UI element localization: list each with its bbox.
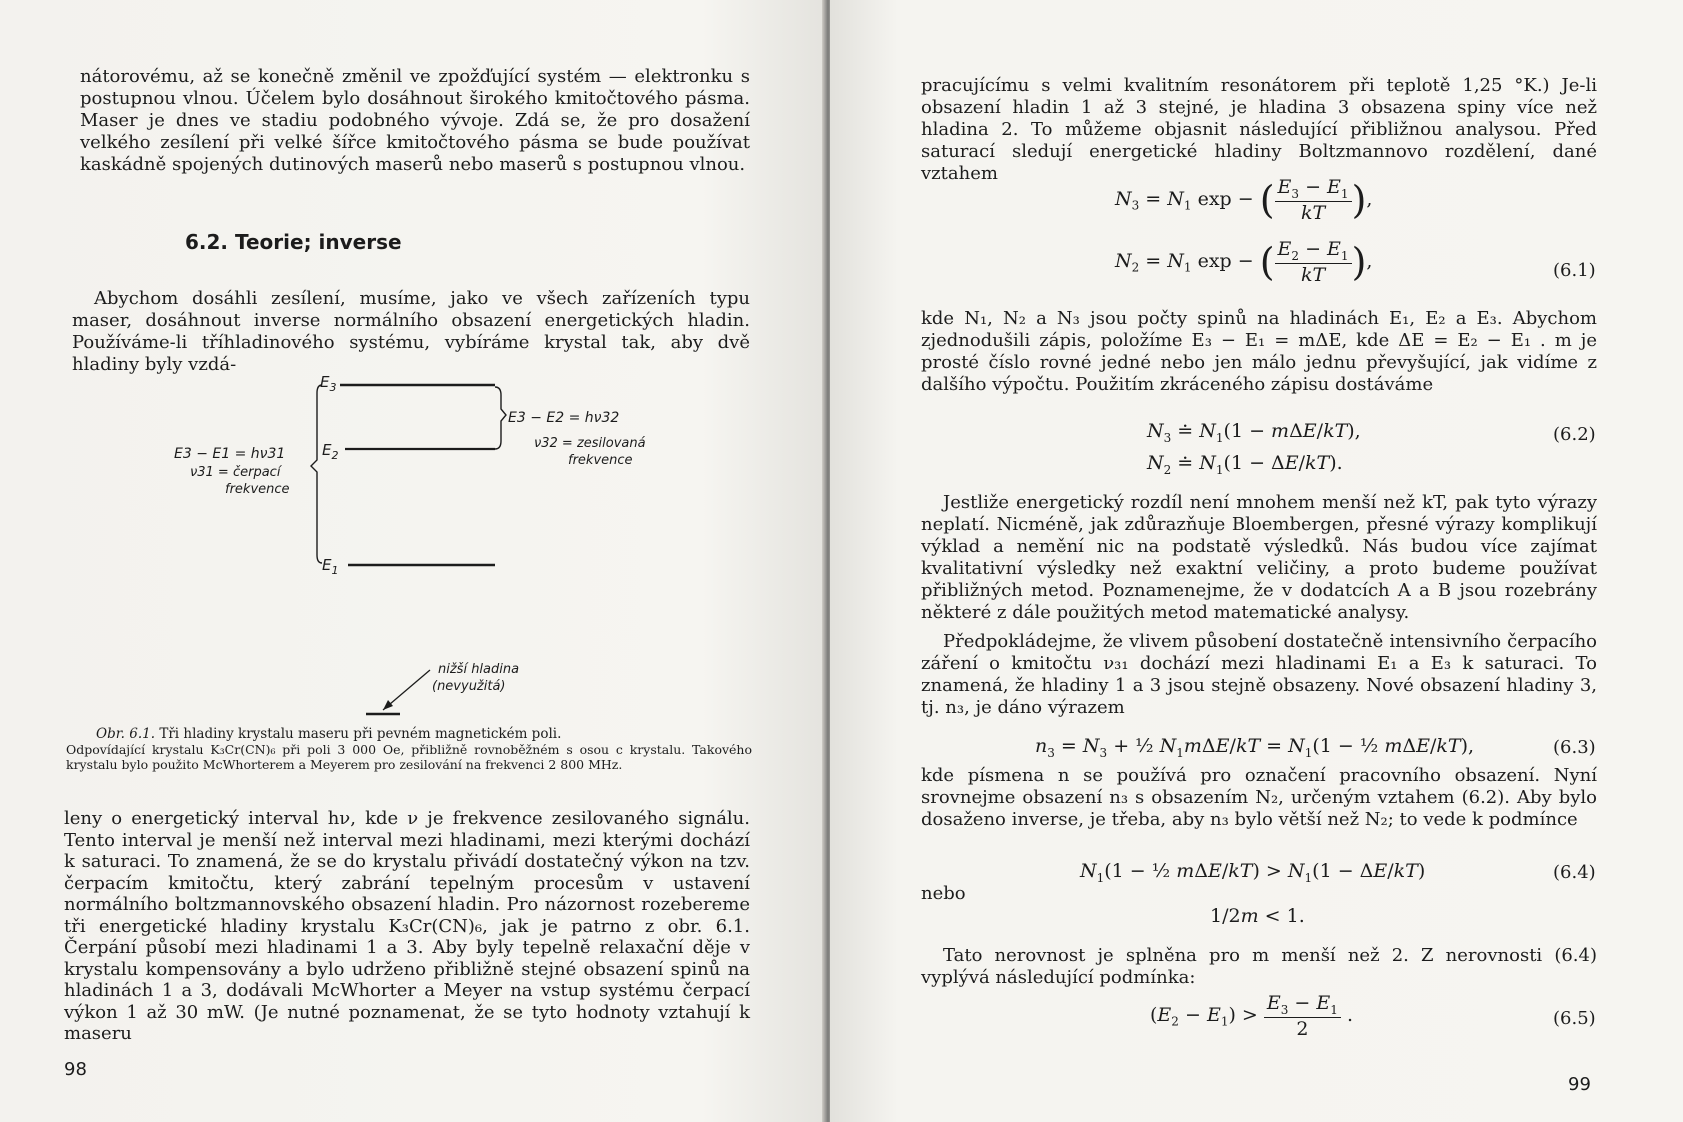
right-nu-label: ν32 = zesilovaná — [534, 436, 646, 451]
level-e2-label: $E_2$ — [322, 441, 339, 462]
equation-6-2b: $N_2$ ≐ $N_1(1 - \Delta E/kT)$. — [1147, 452, 1343, 477]
equation-number-6-2: (6.2) — [1553, 424, 1596, 445]
right-paragraph-3: Jestliže energetický rozdíl není mnohem menší než kT, pak tyto výrazy neplatí. Nicméně, jak zdůrazňuje Bloembergen, přesné výrazy komplikují výklad a nemění nic na podstatě výsledků. Nás budou více zajímat kvalitativní výsledky než exaktní veličiny, a proto budeme používat přibližných metod. Poznamenejme, že v dodatcích A a B jsou rozebrány některé z dále použitých metod matematické analysy. — [921, 492, 1597, 623]
nebo-label: nebo — [921, 883, 966, 904]
left-nu-label: ν31 = čerpací — [190, 465, 281, 480]
energy-level-diagram — [170, 365, 690, 725]
right-paragraph-4: Předpokládejme, že vlivem působení dostatečně intensivního čerpacího záření o kmitočtu ν₃₁ dochází mezi hladinami E₁ a E₃ k saturaci. To znamená, že hladiny 1 a 3 jsou stejně obsazeny. Nové obsazení hladiny 3, tj. n₃, je dáno výrazem — [921, 631, 1597, 718]
page-number-left: 98 — [64, 1059, 87, 1080]
left-nu-label-2: frekvence — [225, 482, 290, 497]
left-intro-paragraph: Abychom dosáhli zesílení, musíme, jako ve všech zařízeních typu maser, dosáhnout inverse normálního obsazení energetických hladin. Používáme-li tříhladinového systému, vybíráme krystal tak, aby dvě hladiny byly vzdá- — [72, 288, 750, 375]
caption-lead: Obr. 6.1. — [96, 726, 156, 742]
arrow-head — [383, 700, 393, 710]
equation-6-3: $n_3 = N_3$ + ½ $N_1m\Delta E/kT = N_1(1$ − ½ mΔE/kT), — [1035, 735, 1475, 760]
lower-level-note-1: nižší hladina — [438, 662, 520, 677]
level-e3-label: $E_3$ — [320, 373, 337, 394]
level-e1-label: $E_1$ — [322, 556, 339, 577]
equation-number-6-5: (6.5) — [1553, 1008, 1596, 1029]
right-paragraph-1: pracujícímu s velmi kvalitním resonátorem při teplotě 1,25 °K.) Je-li obsazení hladin 1 až 3 stejné, je hladina 3 obsazena spiny více než hladina 2. To můžeme objasnit následující přibližnou analysou. Před saturací sledují energetické hladiny Boltzmannovo rozdělení, dané vztahem — [921, 75, 1597, 184]
right-formula: E3 − E2 = hν32 — [508, 410, 620, 426]
figure-caption: Obr. 6.1. Tři hladiny krystalu maseru při pevném magnetickém poli. Odpovídající krystalu K₃Cr(CN)₆ při poli 3 000 Oe, přibližně rovnoběžném s osou c krystalu. Takového krystalu bylo použito McWhorterem a Meyerem pro zesilování na frekvenci 2 800 MHz. — [66, 726, 752, 772]
equation-6-1a: $N_3 = N_1$ exp − ( $\frac{E_3 - E_1}{kT}$ ), — [1115, 176, 1373, 224]
right-paragraph-5: kde písmena n se používá pro označení pracovního obsazení. Nyní srovnejme obsazení n₃ s obsazením N₂, určeným vztahem (6.2). Aby bylo dosaženo inverse, je třeba, aby n₃ bylo větší než N₂; to vede k podmínce — [921, 765, 1597, 830]
equation-number-6-1: (6.1) — [1553, 260, 1596, 281]
left-page — [0, 0, 826, 1122]
equation-number-6-3: (6.3) — [1553, 737, 1596, 758]
right-paragraph-6: Tato nerovnost je splněna pro m menší než 2. Z nerovnosti (6.4) vyplývá následující podmínka: — [921, 945, 1597, 988]
left-formula: E3 − E1 = hν31 — [174, 446, 286, 462]
page-number-right: 99 — [1568, 1074, 1591, 1095]
equation-6-4: $N_1(1$ − ½ $m\Delta E/kT) > N_1(1 - \Delta E/kT)$ — [1080, 860, 1426, 885]
equation-number-6-4: (6.4) — [1553, 862, 1596, 883]
left-bracket — [311, 385, 322, 563]
equation-6-2a: $N_3$ ≐ $N_1(1 - m\Delta E/kT)$, — [1147, 420, 1361, 445]
right-bracket — [495, 387, 506, 449]
equation-6-1b: $N_2 = N_1$ exp − ( $\frac{E_2 - E_1}{kT}$ ), — [1115, 238, 1373, 286]
section-heading: 6.2. Teorie; inverse — [185, 230, 402, 254]
lower-level-note-2: (nevyužitá) — [432, 679, 506, 694]
left-bottom-paragraph: leny o energetický interval hν, kde ν je frekvence zesilovaného signálu. Tento interval je menší než interval mezi hladinami, mezi kterými dochází k saturaci. To znamená, že se do krystalu přivádí dostatečný výkon na tzv. čerpacím kmitočtu, který zabrání tepelným procesům v ustavení normálního boltzmannovského obsazení hladin. Pro názornost rozebereme tři energetické hladiny krystalu K₃Cr(CN)₆, jak je patrno z obr. 6.1. Čerpání působí mezi hladinami 1 a 3. Aby byly tepelně relaxační děje v krystalu kompensovány a bylo udrženo přibližně stejné obsazení spinů na hladinách 1 a 3, dodávali McWhorter a Meyer na vstup systému čerpací výkon 1 až 30 mW. (Je nutné poznamenat, že se tyto hodnoty vztahují k maseru — [64, 808, 750, 1044]
right-paragraph-2: kde N₁, N₂ a N₃ jsou počty spinů na hladinách E₁, E₂ a E₃. Abychom zjednodušili zápis, položíme E₃ − E₁ = mΔE, kde ΔE = E₂ − E₁ . m je prosté číslo rovné jedné nebo jen málo jednu převyšující, jak vidíme z dalšího výpočtu. Použitím zkráceného zápisu dostáváme — [921, 308, 1597, 395]
equation-6-5: $(E_2 - E_1)$ > $\frac{E_3 - E_1}{2}$ . — [1150, 992, 1353, 1040]
right-page — [830, 0, 1683, 1122]
equation-1-2m: 1/2m < 1. — [1210, 905, 1305, 927]
right-nu-label-2: frekvence — [568, 453, 633, 468]
left-top-paragraph: nátorovému, až se konečně změnil ve zpožďující systém — elektronku s postupnou vlnou. Účelem bylo dosáhnout širokého kmitočtového pásma. Maser je dnes ve stadiu podobného vývoje. Zdá se, že pro dosažení velkého zesílení při velké šířce kmitočtového pásma se bude používat kaskádně spojených dutinových maserů nebo maserů s postupnou vlnou. — [80, 66, 750, 175]
